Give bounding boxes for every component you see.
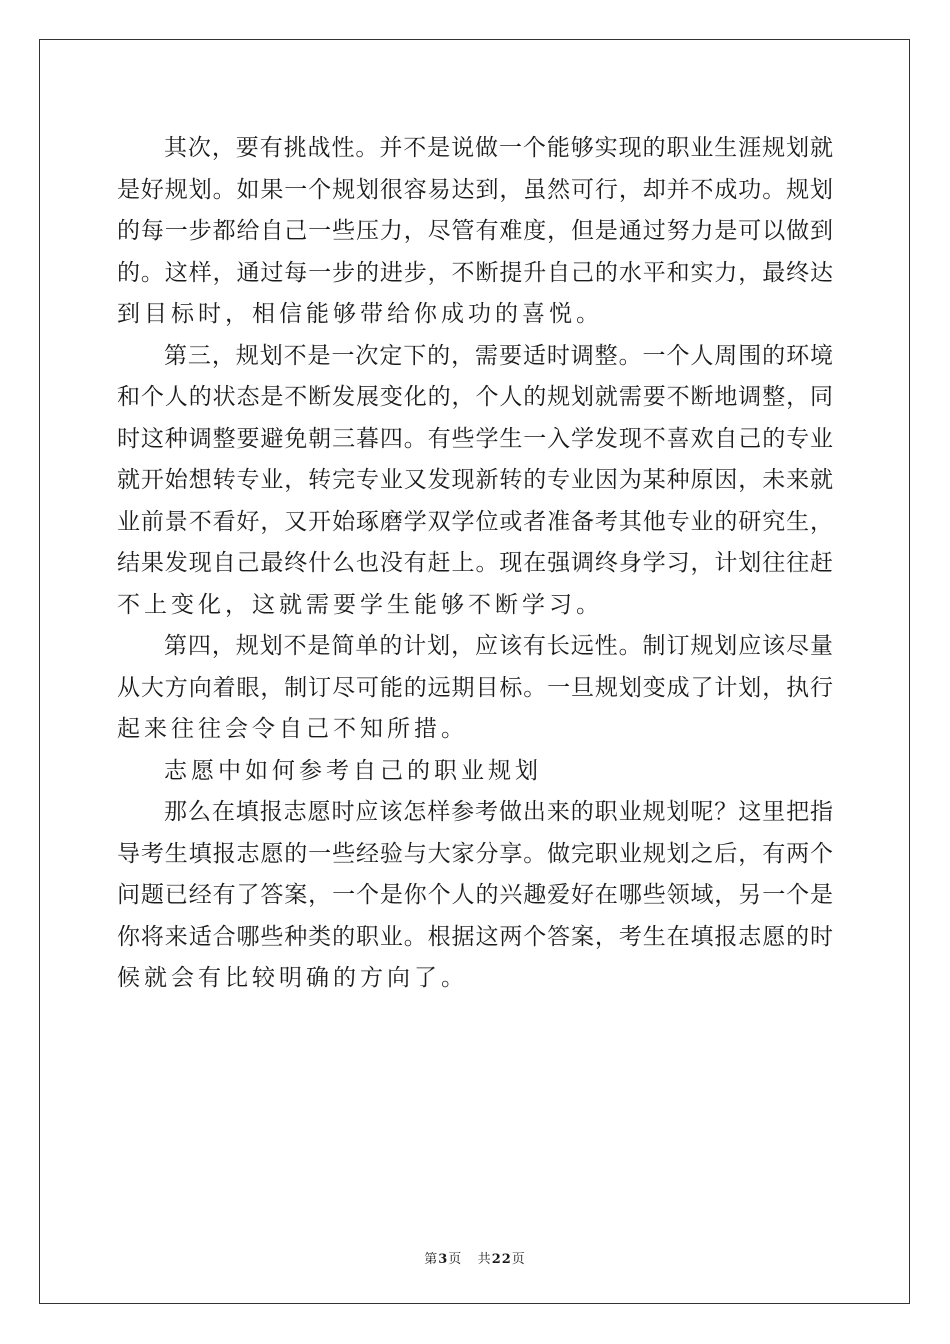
text-line: 导考生填报志愿的一些经验与大家分享。做完职业规划之后，有两个 bbox=[117, 840, 833, 867]
page-footer bbox=[0, 1248, 950, 1267]
text-line: 第三，规划不是一次定下的，需要适时调整。一个人周围的环境 bbox=[164, 342, 833, 369]
section-heading bbox=[117, 751, 833, 793]
text-line: 不上变化，这就需要学生能够不断学习。 bbox=[117, 591, 603, 618]
paragraph-3 bbox=[117, 626, 833, 751]
text-line: 那么在填报志愿时应该怎样参考做出来的职业规划呢？这里把指 bbox=[164, 799, 833, 825]
text-line: 的每一步都给自己一些压力，尽管有难度，但是通过努力是可以做到 bbox=[117, 218, 833, 244]
document-body bbox=[117, 128, 833, 1000]
text-line: 就开始想转专业，转完专业又发现新转的专业因为某种原因，未来就 bbox=[117, 467, 833, 493]
page-number: 3 bbox=[438, 1252, 449, 1267]
paragraph-2 bbox=[117, 336, 833, 627]
total-suffix: 页 bbox=[511, 1252, 526, 1267]
total-pages: 22 bbox=[491, 1252, 512, 1267]
text-line: 候就会有比较明确的方向了。 bbox=[117, 965, 468, 991]
text-line: 志愿中如何参考自己的职业规划 bbox=[164, 757, 542, 784]
text-line: 业前景不看好，又开始琢磨学双学位或者准备考其他专业的研究生， bbox=[117, 508, 833, 535]
page-prefix: 第 bbox=[424, 1252, 439, 1267]
text-line: 起来往往会令自己不知所措。 bbox=[117, 716, 468, 742]
text-line: 到目标时，相信能够带给你成功的喜悦。 bbox=[117, 301, 603, 327]
text-line: 其次，要有挑战性。并不是说做一个能够实现的职业生涯规划就 bbox=[164, 135, 833, 161]
text-line: 是好规划。如果一个规划很容易达到，虽然可行，却并不成功。规划 bbox=[117, 176, 833, 203]
page-suffix: 页 bbox=[448, 1252, 463, 1267]
total-prefix: 共 bbox=[477, 1252, 492, 1267]
text-line: 问题已经有了答案，一个是你个人的兴趣爱好在哪些领域，另一个是 bbox=[117, 882, 833, 908]
text-line: 你将来适合哪些种类的职业。根据这两个答案，考生在填报志愿的时 bbox=[117, 923, 833, 950]
text-line: 从大方向着眼，制订尽可能的远期目标。一旦规划变成了计划，执行 bbox=[117, 674, 833, 701]
text-line: 第四，规划不是简单的计划，应该有长远性。制订规划应该尽量 bbox=[164, 633, 833, 659]
paragraph-5 bbox=[117, 792, 833, 1000]
text-line: 时这种调整要避免朝三暮四。有些学生一入学发现不喜欢自己的专业 bbox=[117, 425, 833, 452]
paragraph-1 bbox=[117, 128, 833, 336]
text-line: 和个人的状态是不断发展变化的，个人的规划就需要不断地调整，同 bbox=[117, 384, 833, 410]
text-line: 结果发现自己最终什么也没有赶上。现在强调终身学习，计划往往赶 bbox=[117, 550, 833, 576]
text-line: 的。这样，通过每一步的进步，不断提升自己的水平和实力，最终达 bbox=[117, 259, 833, 286]
